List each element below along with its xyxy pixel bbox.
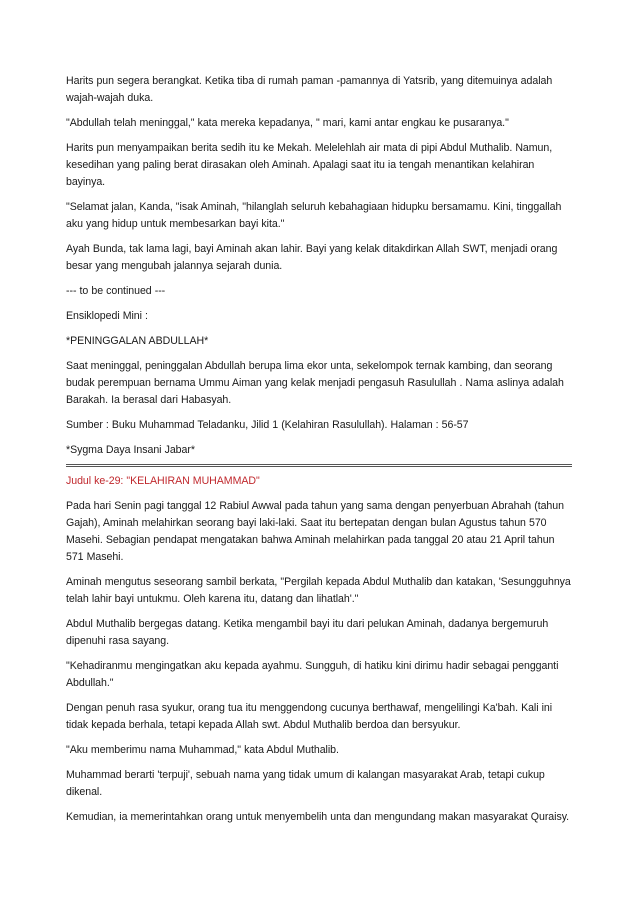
paragraph-reminder-of-father: "Kehadiranmu mengingatkan aku kepada ayahmu. Sungguh, di hatiku kini dirimu hadir sebagai pengganti Abdullah." [66, 660, 559, 689]
paragraph-thawaf: Dengan penuh rasa syukur, orang tua itu menggendong cucunya berthawaf, mengelilingi Ka'bah. Kali ini tidak kepada berhala, tetapi kepada Allah swt. Abdul Muthalib berdoa dan bersyukur. [66, 702, 553, 731]
paragraph-harits-departs: Harits pun segera berangkat. Ketika tiba di rumah paman -pamannya di Yatsrib, yang ditemuinya adalah wajah-wajah duka. [66, 75, 553, 104]
paragraph-inheritance: Saat meninggal, peninggalan Abdullah berupa lima ekor unta, sekelompok ternak kambing, dan seorang budak perempuan bernama Ummu Aiman yang kelak menjadi pengasuh Rasulullah . Nama aslinya adalah Barakah. Ia berasal dari Habasyah. [66, 360, 564, 406]
paragraph-baby-destiny: Ayah Bunda, tak lama lagi, bayi Aminah akan lahir. Bayi yang kelak ditakdirkan Allah SWT, menjadi orang besar yang mengubah jalannya sejarah dunia. [66, 243, 558, 272]
paragraph-feast: Kemudian, ia memerintahkan orang untuk menyembelih unta dan mengundang makan masyarakat Quraisy. [66, 811, 570, 823]
section-divider [66, 464, 572, 467]
paragraph-birth-date: Pada hari Senin pagi tanggal 12 Rabiul Awwal pada tahun yang sama dengan penyerbuan Abrahah (tahun Gajah), Aminah melahirkan seorang bayi laki-laki. Saat itu bertepatan dengan bulan Agustus tahun 570 Masehi. Sebagian pendapat mengatakan bahwa Aminah melahirkan pada tanggal 20 atau 21 April tahun 571 Masehi. [66, 500, 564, 563]
paragraph-aminah-farewell: "Selamat jalan, Kanda, "isak Aminah, "hilanglah seluruh kebahagiaan hidupku bersamamu. Kini, tinggallah aku yang hidup untuk membesarkan bayi kita." [66, 201, 562, 230]
paragraph-abdul-muthalib-comes: Abdul Muthalib bergegas datang. Ketika mengambil bayi itu dari pelukan Aminah, dadanya bergemuruh dipenuhi rasa sayang. [66, 618, 549, 647]
paragraph-aminah-sends-messenger: Aminah mengutus seseorang sambil berkata, "Pergilah kepada Abdul Muthalib dan katakan, 'Sesungguhnya telah lahir bayi untukmu. Oleh karena itu, datang dan lihatlah'." [66, 576, 571, 605]
section-title-peninggalan: *PENINGGALAN ABDULLAH* [66, 335, 209, 347]
paragraph-naming: "Aku memberimu nama Muhammad," kata Abdul Muthalib. [66, 744, 339, 756]
paragraph-abdullah-died: "Abdullah telah meninggal," kata mereka kepadanya, " mari, kami antar engkau ke pusaranya." [66, 117, 509, 129]
paragraph-news-to-mecca: Harits pun menyampaikan berita sedih itu ke Mekah. Melelehlah air mata di pipi Abdul Muthalib. Namun, kesedihan yang paling berat dirasakan oleh Aminah. Apalagi saat itu ia tengah menantikan kelahiran bayinya. [66, 142, 553, 188]
document-page [66, 73, 572, 834]
paragraph-name-meaning: Muhammad berarti 'terpuji', sebuah nama yang tidak umum di kalangan masyarakat Arab, tetapi cukup dikenal. [66, 769, 545, 798]
source-citation: Sumber : Buku Muhammad Teladanku, Jilid 1 (Kelahiran Rasulullah). Halaman : 56-57 [66, 419, 469, 431]
chapter-heading: Judul ke-29: "KELAHIRAN MUHAMMAD" [66, 475, 260, 487]
mini-encyclopedia-label: Ensiklopedi Mini : [66, 310, 148, 322]
publisher-credit: *Sygma Daya Insani Jabar* [66, 444, 195, 456]
to-be-continued: --- to be continued --- [66, 285, 166, 297]
